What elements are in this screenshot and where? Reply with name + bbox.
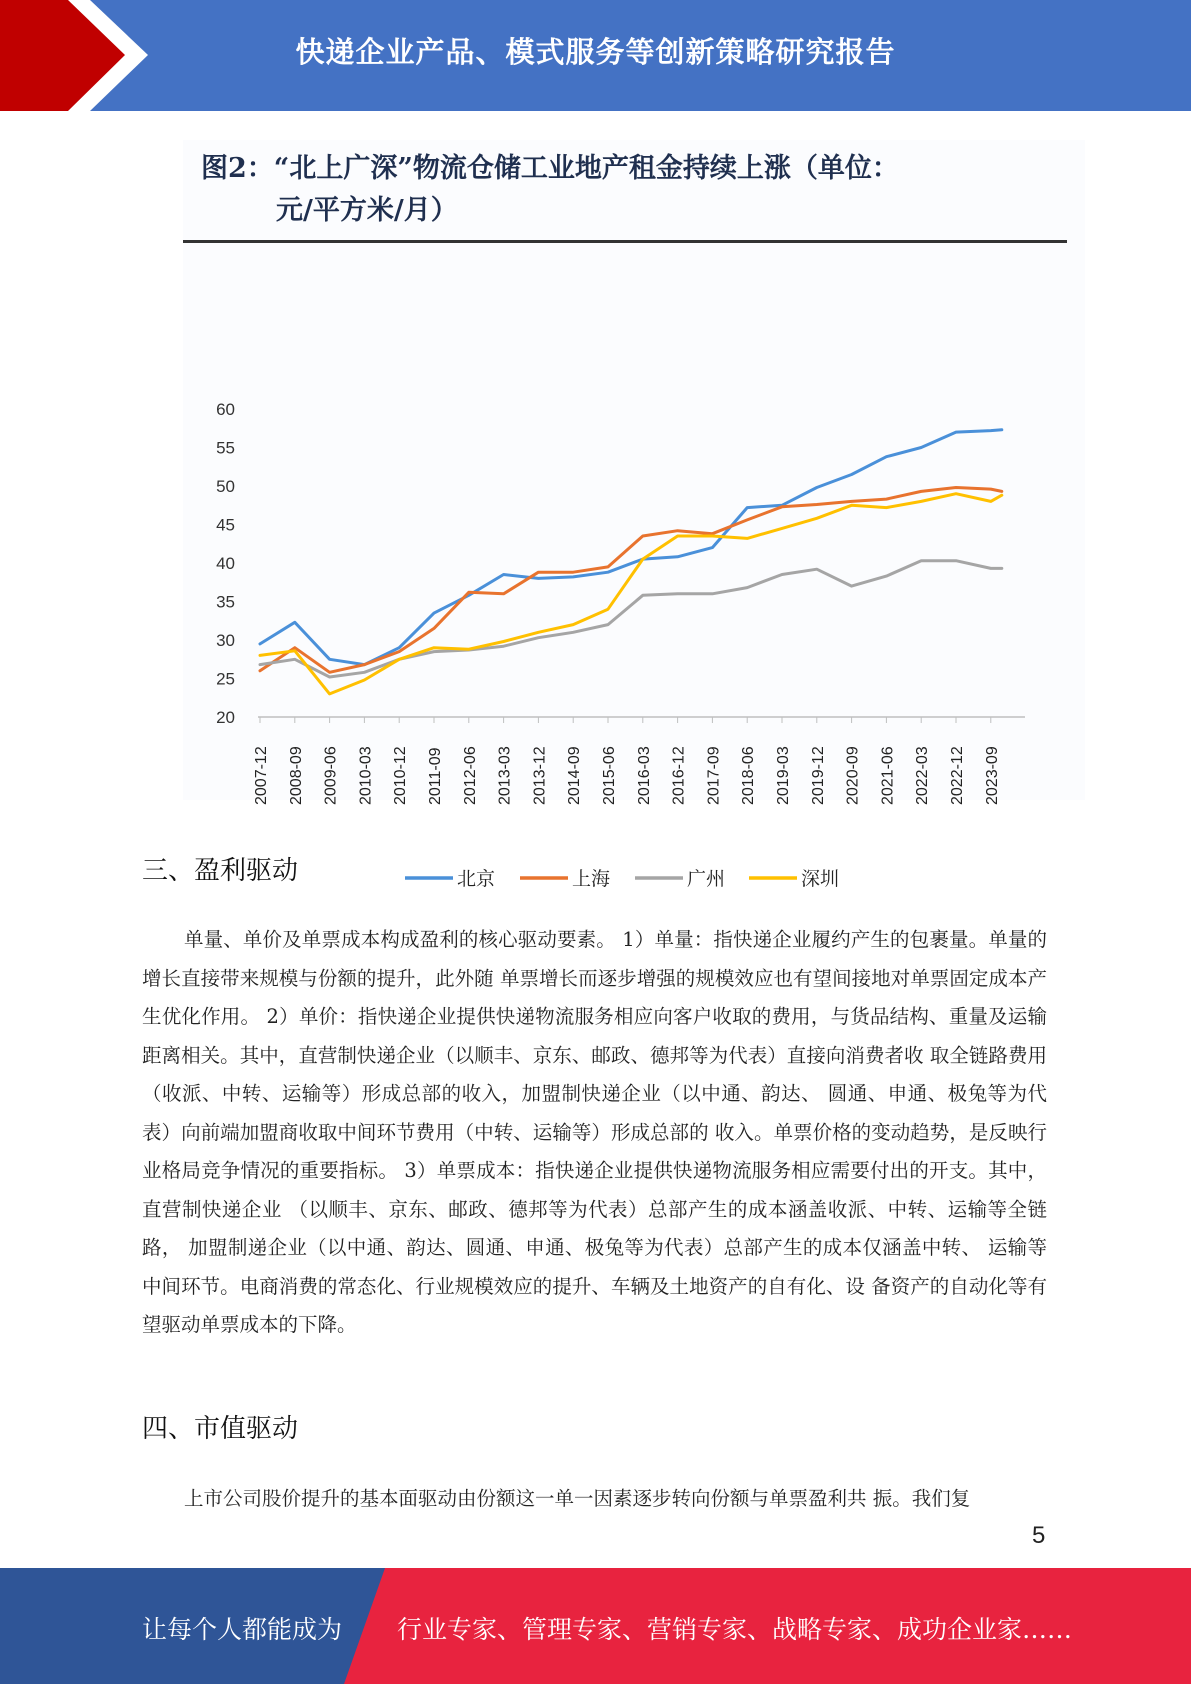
y-tick-label: 50 [216, 477, 235, 496]
x-tick-label: 2008-09 [287, 746, 305, 805]
x-tick-label: 2010-03 [357, 746, 375, 805]
y-tick-label: 40 [216, 554, 235, 573]
section-heading-market-value: 四、市值驱动 [142, 1414, 299, 1444]
footer-slogan-right: 行业专家、管理专家、营销专家、战略专家、成功企业家…… [397, 1615, 1073, 1644]
x-tick-label: 2016-12 [670, 746, 688, 805]
x-tick-label: 2019-12 [809, 746, 827, 805]
legend-label: 深圳 [801, 868, 840, 890]
y-tick-label: 45 [216, 515, 235, 535]
x-tick-label: 2014-09 [566, 746, 584, 805]
y-tick-label: 60 [216, 400, 235, 419]
x-tick-label: 2013-12 [531, 746, 549, 805]
x-tick-label: 2021-06 [879, 746, 897, 805]
figure-title [201, 148, 1061, 232]
page-number: 5 [1032, 1522, 1046, 1549]
header-title: 快递企业产品、模式服务等创新策略研究报告 [295, 35, 896, 69]
y-tick-label: 30 [216, 631, 235, 650]
x-tick-label: 2010-12 [392, 746, 410, 805]
legend-label: 广州 [687, 868, 726, 890]
y-tick-label: 35 [216, 592, 235, 612]
legend-label: 上海 [572, 868, 611, 890]
x-tick-label: 2018-06 [740, 746, 758, 805]
y-tick-label: 55 [216, 438, 235, 458]
legend-label: 北京 [457, 868, 496, 890]
y-tick-label: 20 [216, 708, 235, 727]
x-tick-label: 2017-09 [705, 746, 723, 805]
section-paragraph-market-value: 上市公司股价提升的基本面驱动由份额这一单一因素逐步转向份额与单票盈利共 振。我们复 [184, 1487, 971, 1510]
x-tick-label: 2019-03 [775, 746, 792, 805]
series-line-深圳 [260, 494, 1002, 694]
x-tick-label: 2016-03 [635, 746, 653, 805]
header-band [0, 0, 1191, 111]
y-tick-label: 25 [216, 669, 235, 689]
x-tick-label: 2023-09 [983, 746, 1001, 805]
x-tick-label: 2012-06 [461, 746, 479, 805]
footer-band [0, 1568, 1191, 1684]
x-tick-label: 2020-09 [844, 746, 862, 805]
series-line-上海 [260, 488, 1002, 673]
x-tick-label: 2009-06 [322, 746, 340, 805]
x-tick-label: 2013-03 [496, 746, 514, 805]
x-tick-label: 2011-09 [427, 747, 444, 805]
x-tick-label: 2007-12 [253, 746, 270, 805]
x-tick-label: 2022-03 [914, 746, 932, 805]
x-tick-label: 2022-12 [949, 746, 966, 805]
figure-title-rule [183, 240, 1067, 243]
section-paragraph-profit: 单量、单价及单票成本构成盈利的核心驱动要素。 1）单量：指快递企业履约产生的包裹量。单量的增长直接带来规模与份额的提升，此外随 单票增长而逐步增强的规模效应也有望间接地对单票固定成本产生优化作用。 2）单价：指快递企业提供快递物流服务相应向客户收取的费用，与货品结构、重量及运输距离相关。其中，直营制快递企业（以顺丰、京东、邮政、德邦等为代表）直接向消费者收 取全链路费用（收派、中转、运输等）形成总部的收入，加盟制快递企业（以中通、韵达、 圆通、申通、极兔等为代表）向前端加盟商收取中间环节费用（中转、运输等）形成总部的 收入。单票价格的变动趋势，是反映行业格局竞争情况的重要指标。 3）单票成本：指快递企业提供快递物流服务相应需要付出的开支。其中，直营制快递企业 （以顺丰、京东、邮政、德邦等为代表）总部产生的成本涵盖收派、中转、运输等全链路， 加盟制递企业（以中通、韵达、圆通、申通、极兔等为代表）总部产生的成本仅涵盖中转、 运输等中间环节。电商消费的常态化、行业规模效应的提升、车辆及土地资产的自有化、设 备资产的自动化等有望驱动单票成本的下降。 [142, 928, 1047, 1336]
section-heading-profit: 三、盈利驱动 [142, 856, 299, 886]
figure-title-line1: 图2：“北上广深”物流仓储工业地产租金持续上涨（单位： [201, 153, 899, 184]
footer-slogan-left: 让每个人都能成为 [142, 1615, 343, 1644]
figure-title-line2: 元/平方米/月） [276, 195, 458, 226]
x-tick-label: 2015-06 [601, 746, 618, 805]
